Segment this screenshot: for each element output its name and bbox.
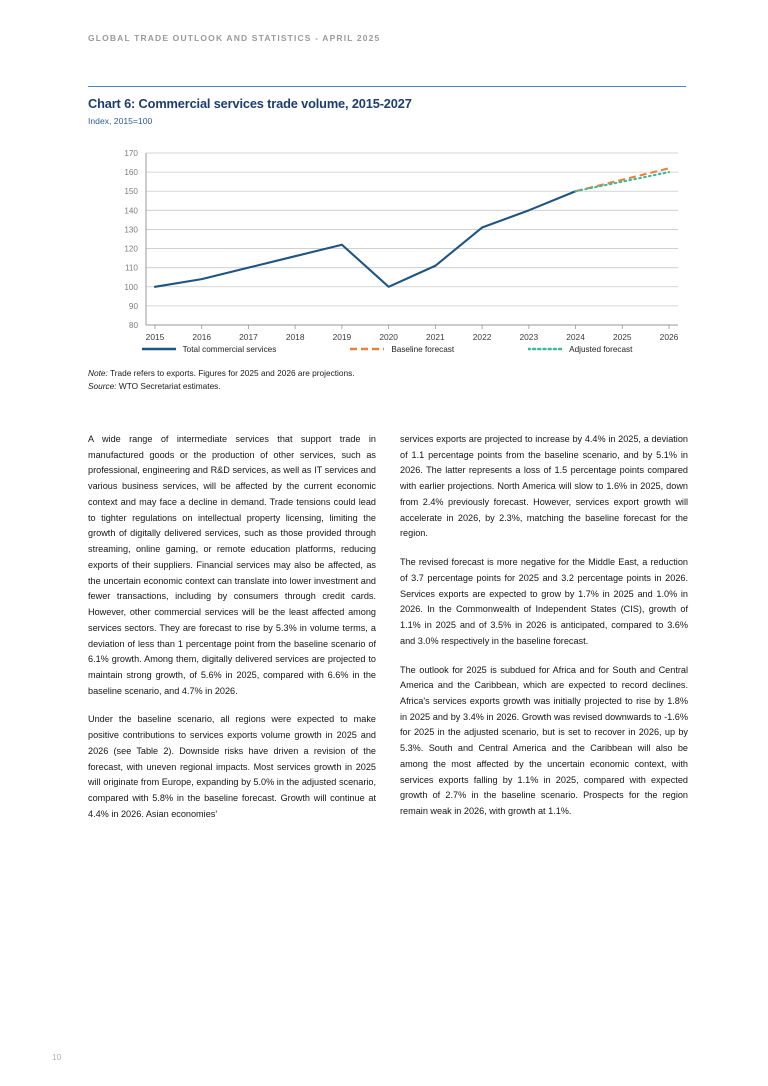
chart-plot-area (88, 135, 686, 340)
line-chart-svg (88, 135, 686, 340)
page-number: 10 (52, 1052, 62, 1062)
chart-top-rule (88, 86, 686, 87)
y-axis-tick-labels (124, 149, 138, 330)
chart-block (88, 86, 688, 393)
y-tick-label: 140 (124, 206, 138, 216)
chart-legend (88, 344, 686, 354)
note-prefix: Note: (88, 368, 108, 378)
x-tick-label: 2025 (612, 332, 632, 340)
note-body: Trade refers to exports. Figures for 2025 and 2026 are projections. (107, 368, 355, 378)
x-tick-label: 2020 (379, 332, 398, 340)
y-tick-label: 170 (124, 149, 138, 158)
left-column (88, 432, 376, 823)
body-columns (88, 432, 688, 823)
chart-title: Chart 6: Commercial services trade volume, 2015-2027 (88, 96, 412, 111)
x-tick-label: 2019 (332, 332, 352, 340)
y-tick-label: 150 (124, 187, 138, 197)
x-tick-label: 2017 (239, 332, 258, 340)
legend-label-total: Total commercial services (182, 344, 277, 354)
y-tick-label: 110 (124, 263, 138, 273)
x-tick-label: 2016 (192, 332, 212, 340)
y-tick-label: 160 (124, 168, 138, 178)
series-adjusted-forecast (576, 172, 669, 191)
legend-key-solid-icon (142, 344, 176, 354)
paragraph: The outlook for 2025 is subdued for Africa and for South and Central America and the Caribbean, which are expected to record declines. Africa's services exports growth was initially projected to rise by 1.8% in 2025 and by 3.4% in 2026. Growth was revised downwards to -1.6% for 2025 in the adjusted scenario, but is set to recover in 2026, up by 5.3%. South and Central America and the Caribbean will also be among the most affected by the uncertain economic context, with services exports falling by 1.1% in 2025, compared with expected growth of 2.7% in the baseline scenario. Prospects for the region remain weak in 2026, with growth at 1.1%. (400, 664, 688, 817)
x-tick-label: 2026 (659, 332, 679, 340)
legend-key-dotted-icon (528, 344, 562, 354)
x-tick-label: 2023 (519, 332, 539, 340)
legend-label-adjusted: Adjusted forecast (569, 344, 633, 354)
series-total-commercial-services (155, 191, 576, 287)
x-axis-tick-labels (146, 325, 679, 340)
source-body: WTO Secretariat estimates. (116, 380, 221, 391)
right-column (400, 432, 688, 823)
paragraph: A wide range of intermediate services that support trade in manufactured goods or the production of other services, such as professional, engineering and R&D services, as well as IT services and various business services, will be affected by the current economic context and may face a decline in demand. Trade tensions could lead to tighter regulations on intellectual property licensing, limiting the growth of digitally delivered services, such as those provided through streaming, online gaming, or remote education platforms, reducing exports of their suppliers. Financial services may also be affected, as the uncertain economic context can translate into lower investment and fewer transactions, including by consumers through credit cards. However, other commercial services will be the least affected among services sectors. They are forecast to rise by 5.3% in volume terms, a deviation of less than 1 percentage point from the baseline scenario of 6.1% growth. Among them, digitally delivered services are projected to maintain strong growth, of 5.6% in 2025, compared with 6.6% in the baseline scenario, and 4.7% in 2026. (88, 434, 376, 696)
legend-item-total-commercial-services (142, 344, 277, 354)
paragraph: The revised forecast is more negative for the Middle East, a reduction of 3.7 percentage points for 2025 and 3.2 percentage points in 2026. Services exports are expected to grow by 1.7% in 2025 and 1.0% in 2026. In the Commonwealth of Independent States (CIS), growth of 1.1% in 2025 and of 3.5% in 2026 is anticipated, compared to 3.6% and 3.0% respectively in the baseline forecast. (400, 557, 688, 646)
legend-key-dashed-icon (350, 344, 384, 354)
x-tick-label: 2024 (566, 332, 585, 340)
y-tick-label: 130 (124, 225, 138, 235)
source-prefix: Source: (88, 380, 117, 391)
legend-label-baseline: Baseline forecast (391, 344, 455, 354)
x-tick-label: 2018 (285, 332, 305, 340)
y-tick-label: 100 (124, 282, 138, 292)
chart-note-line (88, 367, 688, 380)
paragraph: Under the baseline scenario, all regions were expected to make positive contributions to services exports volume growth in 2025 and 2026 (see Table 2). Downside risks have driven a revision of the forecast, with uneven regional impacts. Most services growth in 2025 will originate from Europe, expanding by 5.0% in the adjusted scenario, compared with 5.8% in the baseline forecast. Growth will continue at 4.4% in 2026. Asian economies' (88, 714, 376, 819)
gridlines (146, 153, 678, 325)
y-tick-label: 90 (128, 301, 138, 311)
legend-item-baseline-forecast (350, 344, 454, 354)
y-tick-label: 120 (124, 244, 138, 254)
legend-item-adjusted-forecast (528, 344, 632, 354)
chart-notes (88, 367, 688, 393)
x-tick-label: 2021 (426, 332, 445, 340)
paragraph: services exports are projected to increase by 4.4% in 2025, a deviation of 1.1 percentage points from the baseline scenario, and by 5.1% in 2026. The latter represents a loss of 1.5 percentage points compared with earlier projections. North America will slow to 1.6% in 2025, down from 2.4% previously forecast. However, services export growth will accelerate in 2026, by 2.3%, matching the baseline forecast for the region. (400, 434, 688, 539)
running-head: GLOBAL TRADE OUTLOOK AND STATISTICS - APRIL 2025 (88, 33, 381, 43)
x-tick-label: 2015 (145, 332, 165, 340)
x-tick-label: 2022 (472, 332, 492, 340)
chart-subtitle: Index, 2015=100 (88, 116, 153, 126)
y-tick-label: 80 (128, 321, 138, 330)
chart-source-line (88, 380, 688, 393)
